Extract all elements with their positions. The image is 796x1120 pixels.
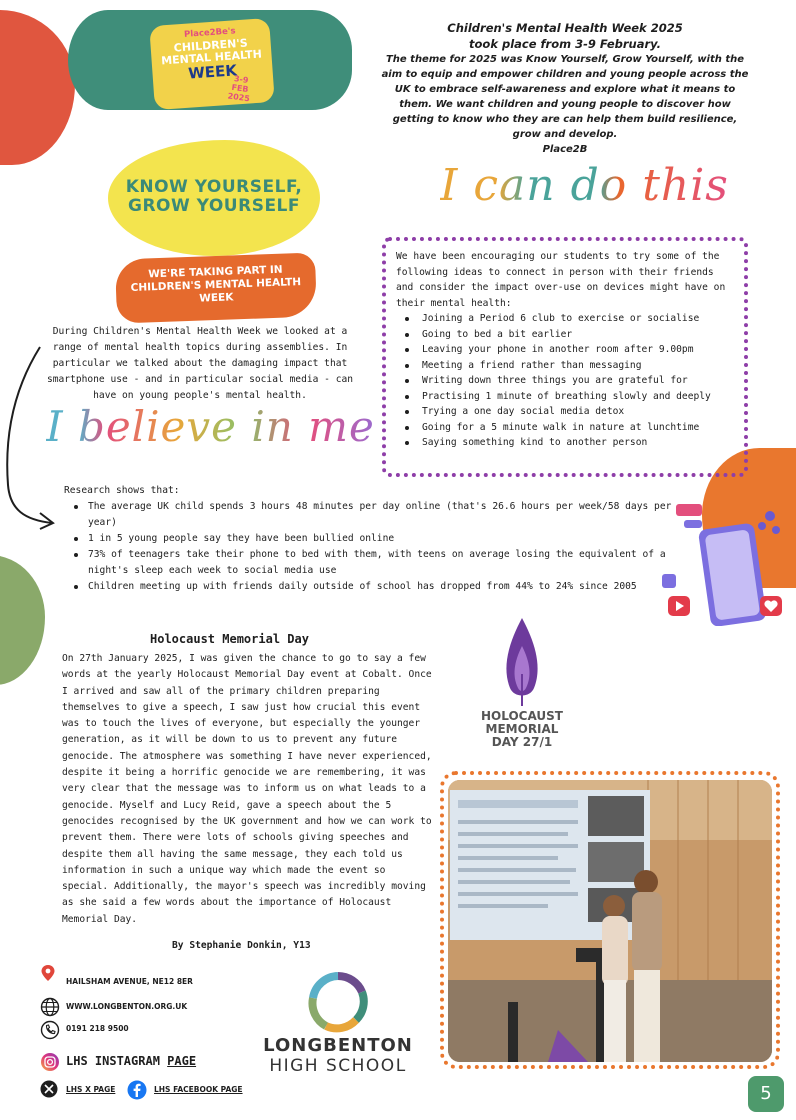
- cmhw-logo-date: 3-9 FEB 2025: [227, 74, 251, 104]
- facebook-page-link[interactable]: LHS FACEBOOK PAGE: [154, 1085, 243, 1094]
- hmd-line3: DAY 27/1: [491, 735, 553, 749]
- intro-heading: Children's Mental Health Week 2025: [447, 21, 683, 35]
- slogan-text: I can do this: [440, 160, 729, 211]
- page-number: 5: [748, 1076, 784, 1112]
- x-page-link[interactable]: LHS X PAGE: [66, 1085, 116, 1094]
- facebook-icon[interactable]: [127, 1080, 147, 1100]
- slogan-i-believe-in-me: [46, 402, 375, 451]
- speech-photo-illustration: [448, 780, 772, 1062]
- taking-part-text: WE'RE TAKING PART IN CHILDREN'S MENTAL HEALTH WEEK: [130, 263, 302, 305]
- list-item: Going to bed a bit earlier: [396, 327, 734, 343]
- cmhw-logo: [149, 18, 275, 110]
- intro-source: Place2B: [542, 144, 588, 155]
- slogan-text: I believe in me: [46, 402, 375, 451]
- chat-bubble-icon: [676, 504, 702, 516]
- tips-intro: We have been encouraging our students to try some of the following ideas to connect in person with their friends and consider the impact over-use on devices might have on their mental health:: [396, 251, 726, 309]
- tips-list: [396, 311, 734, 451]
- holocaust-memorial-day-logo: [462, 612, 582, 762]
- holocaust-speech-photo: [448, 780, 772, 1062]
- instagram-prefix: LHS INSTAGRAM: [66, 1054, 168, 1068]
- website-link[interactable]: WWW.LONGBENTON.ORG.UK: [66, 1002, 188, 1011]
- phone-text: 0191 218 9500: [66, 1024, 129, 1033]
- social-media-phone-illustration: [662, 502, 788, 626]
- cmhw-logo-week: WEEK: [187, 61, 238, 83]
- candle-flame-icon: [502, 616, 542, 708]
- research-list: [64, 499, 700, 595]
- instagram-page-link[interactable]: PAGE: [167, 1054, 197, 1068]
- address-text: HAILSHAM AVENUE, NE12 8ER: [66, 977, 193, 986]
- instagram-icon[interactable]: [40, 1052, 60, 1072]
- holocaust-byline: By Stephanie Donkin, Y13: [172, 940, 311, 951]
- curved-arrow-icon: [0, 345, 70, 530]
- slogan-i-can-do-this: [440, 160, 729, 211]
- intro-dates: took place from 3-9 February.: [469, 37, 661, 51]
- list-item: Leaving your phone in another room after 9.00pm: [396, 342, 734, 358]
- cmhw-intro: [378, 20, 752, 157]
- phone-icon: [40, 1020, 60, 1040]
- instagram-link[interactable]: [66, 1054, 196, 1068]
- x-icon[interactable]: [40, 1080, 58, 1098]
- cmhw-logo-org: Place2Be's: [183, 26, 236, 40]
- research-section: [64, 483, 700, 595]
- know-yourself-text: KNOW YOURSELF, GROW YOURSELF: [125, 177, 303, 216]
- list-item: The average UK child spends 3 hours 48 minutes per day online (that's 26.6 hours per week/58 days per year): [64, 499, 700, 531]
- school-name: [258, 1036, 418, 1076]
- list-item: Trying a one day social media detox: [396, 404, 734, 420]
- globe-icon: [40, 997, 60, 1017]
- hmd-line1: HOLOCAUST: [481, 709, 563, 723]
- intro-body: The theme for 2025 was Know Yourself, Grow Yourself, with the aim to equip and empower children and young people across the UK to embrace self-awareness and explore what it means to them. We want children and young people to discover how getting to know who they are can help them build resilience, grow and develop.: [381, 54, 749, 140]
- holocaust-body: On 27th January 2025, I was given the chance to go to say a few words at the yearly Holocaust Memorial Day event at Cobalt. Once I arrived and saw all of the primary children preparing themselves to give a speech, I saw just how crucial this event was to touch the lives of everyone, but especially the younger generation, as it will be down to us to prevent any future genocide. The atmosphere was something I have never experienced, despite it being a horrific genocide we are remembering, it was very clear that the message was to inform us on what leads to a genocide. Myself and Lucy Reid, gave a speech about the 5 genocides recognised by the UK government and how we can work to prevent them. There were lots of schools giving speeches and despite them all having the same message, they each told us information in such a unique way which made the event so special. Additionally, the mayor's speech was incredibly moving as she said a few words about the importance of Holocaust Memorial Day.: [62, 653, 432, 925]
- tips-box: [382, 237, 748, 477]
- list-item: 73% of teenagers take their phone to bed with them, with teens on average losing the equivalent of a night's sleep each week to social media use: [64, 547, 700, 579]
- school-logo-ring-icon: [306, 970, 370, 1034]
- taking-part-badge: [115, 253, 317, 324]
- list-item: Practising 1 minute of breathing slowly and deeply: [396, 389, 734, 405]
- location-pin-icon: [40, 964, 56, 982]
- school-name-line2: HIGH SCHOOL: [269, 1056, 407, 1076]
- list-item: Saying something kind to another person: [396, 435, 734, 451]
- cmhw-logo-title: CHILDREN'S MENTAL HEALTH: [160, 36, 263, 68]
- decorative-red-blob: [0, 10, 75, 165]
- holocaust-title: Holocaust Memorial Day: [150, 632, 309, 646]
- hmd-logo-text: [462, 710, 582, 749]
- school-name-line1: LONGBENTON: [263, 1035, 413, 1056]
- decorative-green-blob: [0, 555, 45, 685]
- list-item: Writing down three things you are grateful for: [396, 373, 734, 389]
- list-item: Going for a 5 minute walk in nature at lunchtime: [396, 420, 734, 436]
- list-item: Joining a Period 6 club to exercise or socialise: [396, 311, 734, 327]
- mental-health-paragraph: During Children's Mental Health Week we looked at a range of mental health topics during assemblies. In particular we talked about the damaging impact that smartphone use - and in particular social media - can have on young people's mental health.: [46, 326, 354, 401]
- list-item: 1 in 5 young people say they have been bullied online: [64, 531, 700, 547]
- hmd-line2: MEMORIAL: [485, 722, 559, 736]
- list-item: Children meeting up with friends daily outside of school has dropped from 44% to 24% since 2005: [64, 579, 700, 595]
- know-yourself-badge: [108, 140, 320, 256]
- research-lead: Research shows that:: [64, 485, 180, 496]
- list-item: Meeting a friend rather than messaging: [396, 358, 734, 374]
